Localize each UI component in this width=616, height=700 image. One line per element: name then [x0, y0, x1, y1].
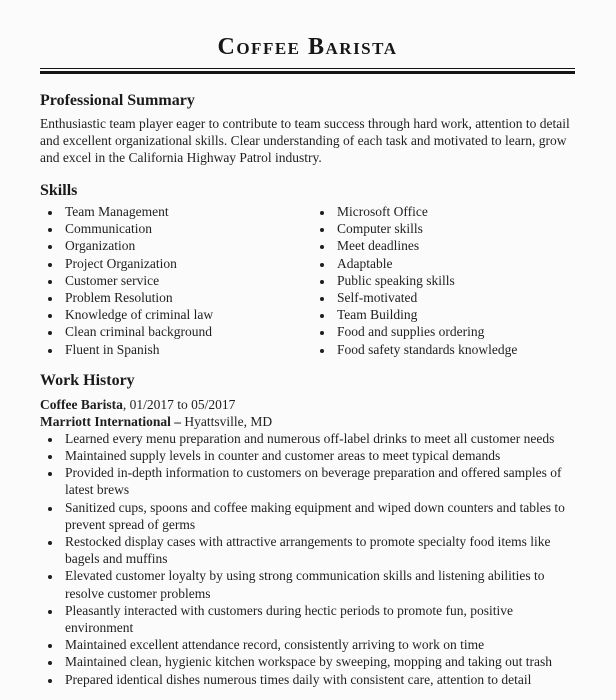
section-heading-skills: Skills: [40, 182, 78, 199]
summary-text: Enthusiastic team player eager to contribute to team success through hard work, attention to detail and excellent organizational skills. Clear understanding of each task and motivated to learn, grow and excel in the California Highway Patrol industry.: [40, 116, 570, 165]
employer-name: Marriott International: [40, 413, 171, 429]
work-bullet: • Prepared identical dishes numerous times daily with consistent care, attention to detail: [62, 671, 575, 688]
job-location: Hyattsville, MD: [184, 413, 273, 429]
title-divider: [40, 68, 575, 74]
job-title: Coffee Barista: [40, 396, 123, 412]
section-heading-professional-summary: Professional Summary: [40, 92, 195, 109]
work-bullet: • Elevated customer loyalty by using strong communication skills and listening abilities to resolve customer problems: [62, 567, 575, 601]
section-heading-work-history: Work History: [40, 371, 135, 389]
work-bullet: • Pleasantly interacted with customers during hectic periods to promote fun, positive environment: [62, 602, 575, 636]
skill-item: • Team Building: [334, 306, 575, 323]
skill-item: • Knowledge of criminal law: [62, 306, 312, 323]
skill-item: • Fluent in Spanish: [62, 341, 312, 358]
skills-list-left: [40, 203, 312, 358]
skill-item: • Food safety standards knowledge: [334, 341, 575, 358]
work-bullet: • Maintained supply levels in counter and customer areas to meet typical demands: [62, 447, 575, 464]
skills-column-left: [40, 203, 312, 358]
skill-item: • Meet deadlines: [334, 237, 575, 254]
page-title: Coffee Barista: [217, 34, 398, 60]
skill-item: • Microsoft Office: [334, 203, 575, 220]
skill-item: • Project Organization: [62, 255, 312, 272]
job-employer-line: [40, 413, 575, 430]
skills-columns: [40, 203, 575, 358]
skill-item: • Self-motivated: [334, 289, 575, 306]
work-bullet: • Sanitized cups, spoons and coffee making equipment and wiped down counters and tables to prevent spread of germs: [62, 499, 575, 533]
skills-list-right: [312, 203, 575, 358]
skill-item: • Organization: [62, 237, 312, 254]
skill-item: • Team Management: [62, 203, 312, 220]
skill-item: • Customer service: [62, 272, 312, 289]
work-bullet-list: [40, 430, 575, 688]
skill-item: • Computer skills: [334, 220, 575, 237]
work-bullet: • Provided in-depth information to customers on beverage preparation and offered samples of latest brews: [62, 464, 575, 498]
skill-item: • Clean criminal background: [62, 323, 312, 340]
employer-separator: –: [170, 413, 185, 429]
skills-column-right: [312, 203, 575, 358]
skill-item: • Problem Resolution: [62, 289, 312, 306]
skill-item: • Adaptable: [334, 255, 575, 272]
skill-item: • Food and supplies ordering: [334, 323, 575, 340]
skill-item: • Public speaking skills: [334, 272, 575, 289]
job-dates: 01/2017 to 05/2017: [129, 396, 236, 412]
skill-item: • Communication: [62, 220, 312, 237]
work-bullet: • Maintained excellent attendance record, consistently arriving to work on time: [62, 636, 575, 653]
job-title-separator: ,: [122, 396, 130, 412]
work-bullet: • Maintained clean, hygienic kitchen workspace by sweeping, mopping and taking out trash: [62, 653, 575, 670]
work-bullet: • Learned every menu preparation and numerous off-label drinks to meet all customer needs: [62, 430, 575, 447]
work-bullet: • Restocked display cases with attractive arrangements to promote specialty food items like bagels and muffins: [62, 533, 575, 567]
job-title-line: [40, 396, 575, 413]
